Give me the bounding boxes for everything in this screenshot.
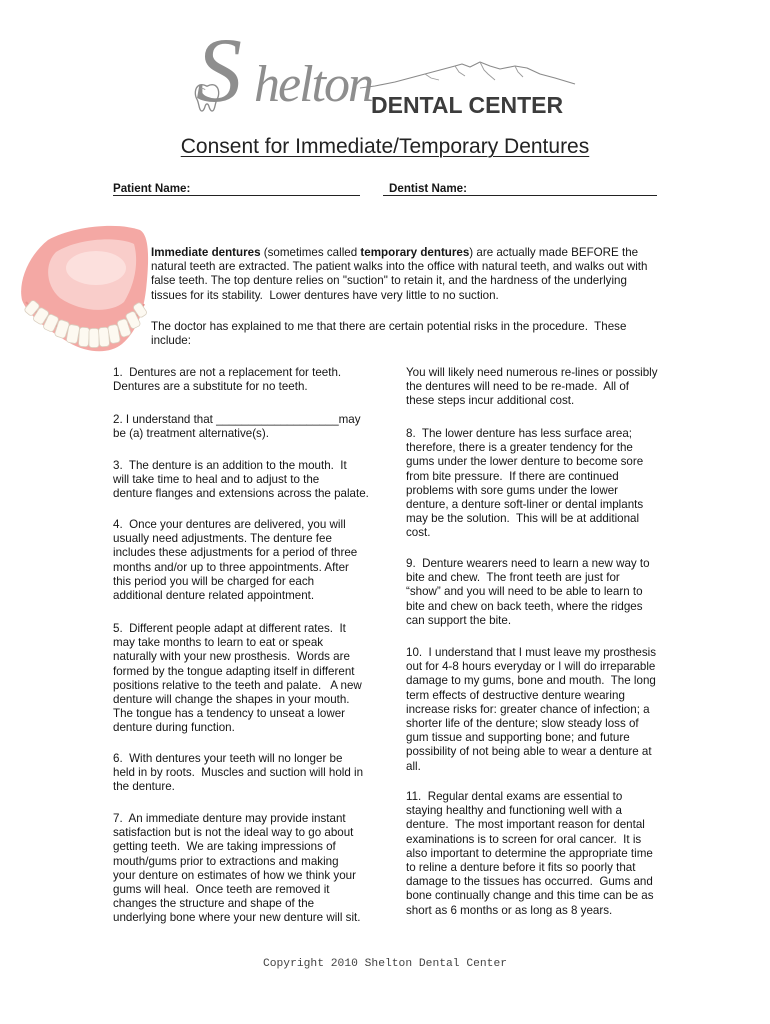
logo-dental-center: DENTAL CENTER bbox=[371, 92, 564, 118]
intro-bold-term: Immediate dentures bbox=[151, 246, 261, 259]
patient-name-label: Patient Name: bbox=[113, 182, 191, 195]
patient-name-field bbox=[113, 182, 360, 196]
patient-name-blank bbox=[190, 182, 360, 195]
intro-bold-term: temporary dentures bbox=[360, 246, 470, 259]
tooth-icon bbox=[190, 80, 224, 114]
denture-palate-highlight bbox=[66, 251, 126, 285]
intro-text: ) are actually made BEFORE the natural teeth are extracted. The patient walks into the office with natural teeth, and walks out with false teeth. The top denture relies on "suction" to retain it, and the hardness of the underlying tissues for its stability. Lower dentures have very little to no suction. bbox=[151, 246, 648, 302]
consent-item-11: 11. Regular dental exams are essential to staying healthy and functioning well with a denture. The most important reason for dental examinations is to screen for oral cancer. It is also important to determine the appropriate time to reline a denture before it fits so poorly that damage to the tissues has occurred. Gums and bone continually change and this time can be as short as 6 months or as long as 8 years. bbox=[406, 790, 654, 917]
denture-tooth bbox=[78, 327, 89, 347]
consent-item-8: 8. The lower denture has less surface area; therefore, there is a greater tendency for the gums under the lower denture to become sore from bite pressure. If there are continued problems with sore gums under the lower denture, a denture soft-liner or dental implants may be the solution. This will be at additional cost. bbox=[406, 427, 644, 540]
intro-paragraph bbox=[151, 246, 647, 303]
consent-item-7: 7. An immediate denture may provide instant satisfaction but is not the ideal way to go about getting teeth. We are taking impressions of mouth/gums prior to extractions and making your denture on estimates of how we think your gums will heal. Once teeth are removed it changes the structure and shape of the underlying bone where your new denture will sit. bbox=[113, 812, 361, 925]
risks-intro-paragraph: The doctor has explained to me that there are certain potential risks in the procedure. These include: bbox=[151, 320, 627, 348]
mountain-ridge-line bbox=[455, 66, 465, 76]
consent-item-10: 10. I understand that I must leave my prosthesis out for 4-8 hours everyday or I will do irreparable damage to my gums, bone and mouth. The long term effects of destructive denture wearing increase risks for: greater chance of infection; a shorter life of the denture; slow steady loss of gum tissue and supporting bone; and future possibility of not being able to wear a denture at all. bbox=[406, 646, 657, 773]
mountain-ridge-line bbox=[425, 74, 439, 80]
tooth-highlight-line bbox=[201, 89, 205, 90]
consent-item-3: 3. The denture is an addition to the mouth. It will take time to heal and to adjust to the denture flanges and extensions across the palate. bbox=[113, 459, 369, 501]
denture-tooth bbox=[89, 329, 99, 348]
mountain-ridge-line bbox=[360, 62, 575, 88]
consent-item-1: 1. Dentures are not a replacement for teeth. Dentures are a substitute for no teeth. bbox=[113, 366, 342, 394]
denture-image bbox=[18, 222, 150, 360]
copyright-footer: Copyright 2010 Shelton Dental Center bbox=[262, 958, 508, 970]
dentist-name-blank bbox=[467, 182, 657, 195]
mountains-icon bbox=[355, 58, 577, 94]
page-title: Consent for Immediate/Temporary Dentures bbox=[180, 135, 590, 158]
consent-item-4: 4. Once your dentures are delivered, you will usually need adjustments. The denture fee includes these adjustments for a period of three months and/or up to three appointments. After this period you will be charged for each additional denture related appointment. bbox=[113, 518, 358, 603]
intro-text: (sometimes called bbox=[260, 246, 361, 259]
consent-item-7-continued: You will likely need numerous re-lines or possibly the dentures will need to be re-made. All of these steps incur additional cost. bbox=[406, 366, 658, 408]
consent-item-6: 6. With dentures your teeth will no longer be held in by roots. Muscles and suction will hold in the denture. bbox=[113, 752, 364, 794]
logo-script-wordmark: Shelton bbox=[196, 19, 372, 121]
tooth-outline bbox=[195, 85, 218, 111]
consent-item-2: 2. I understand that ___________________may be (a) treatment alternative(s). bbox=[113, 413, 361, 441]
dentist-name-field bbox=[383, 182, 657, 196]
consent-item-5: 5. Different people adapt at different rates. It may take months to learn to eat or speak naturally with your new prosthesis. Words are formed by the tongue adapting itself in different positions relative to the teeth and palate. A new denture will change the shapes in your mouth. The tongue has a tendency to unseat a lower denture during function. bbox=[113, 622, 362, 735]
consent-item-9: 9. Denture wearers need to learn a new way to bite and chew. The front teeth are just for “show” and you will need to be able to learn to bite and chew on back teeth, where the ridges can support the bite. bbox=[406, 557, 650, 627]
dentist-name-label: Dentist Name: bbox=[389, 182, 467, 195]
